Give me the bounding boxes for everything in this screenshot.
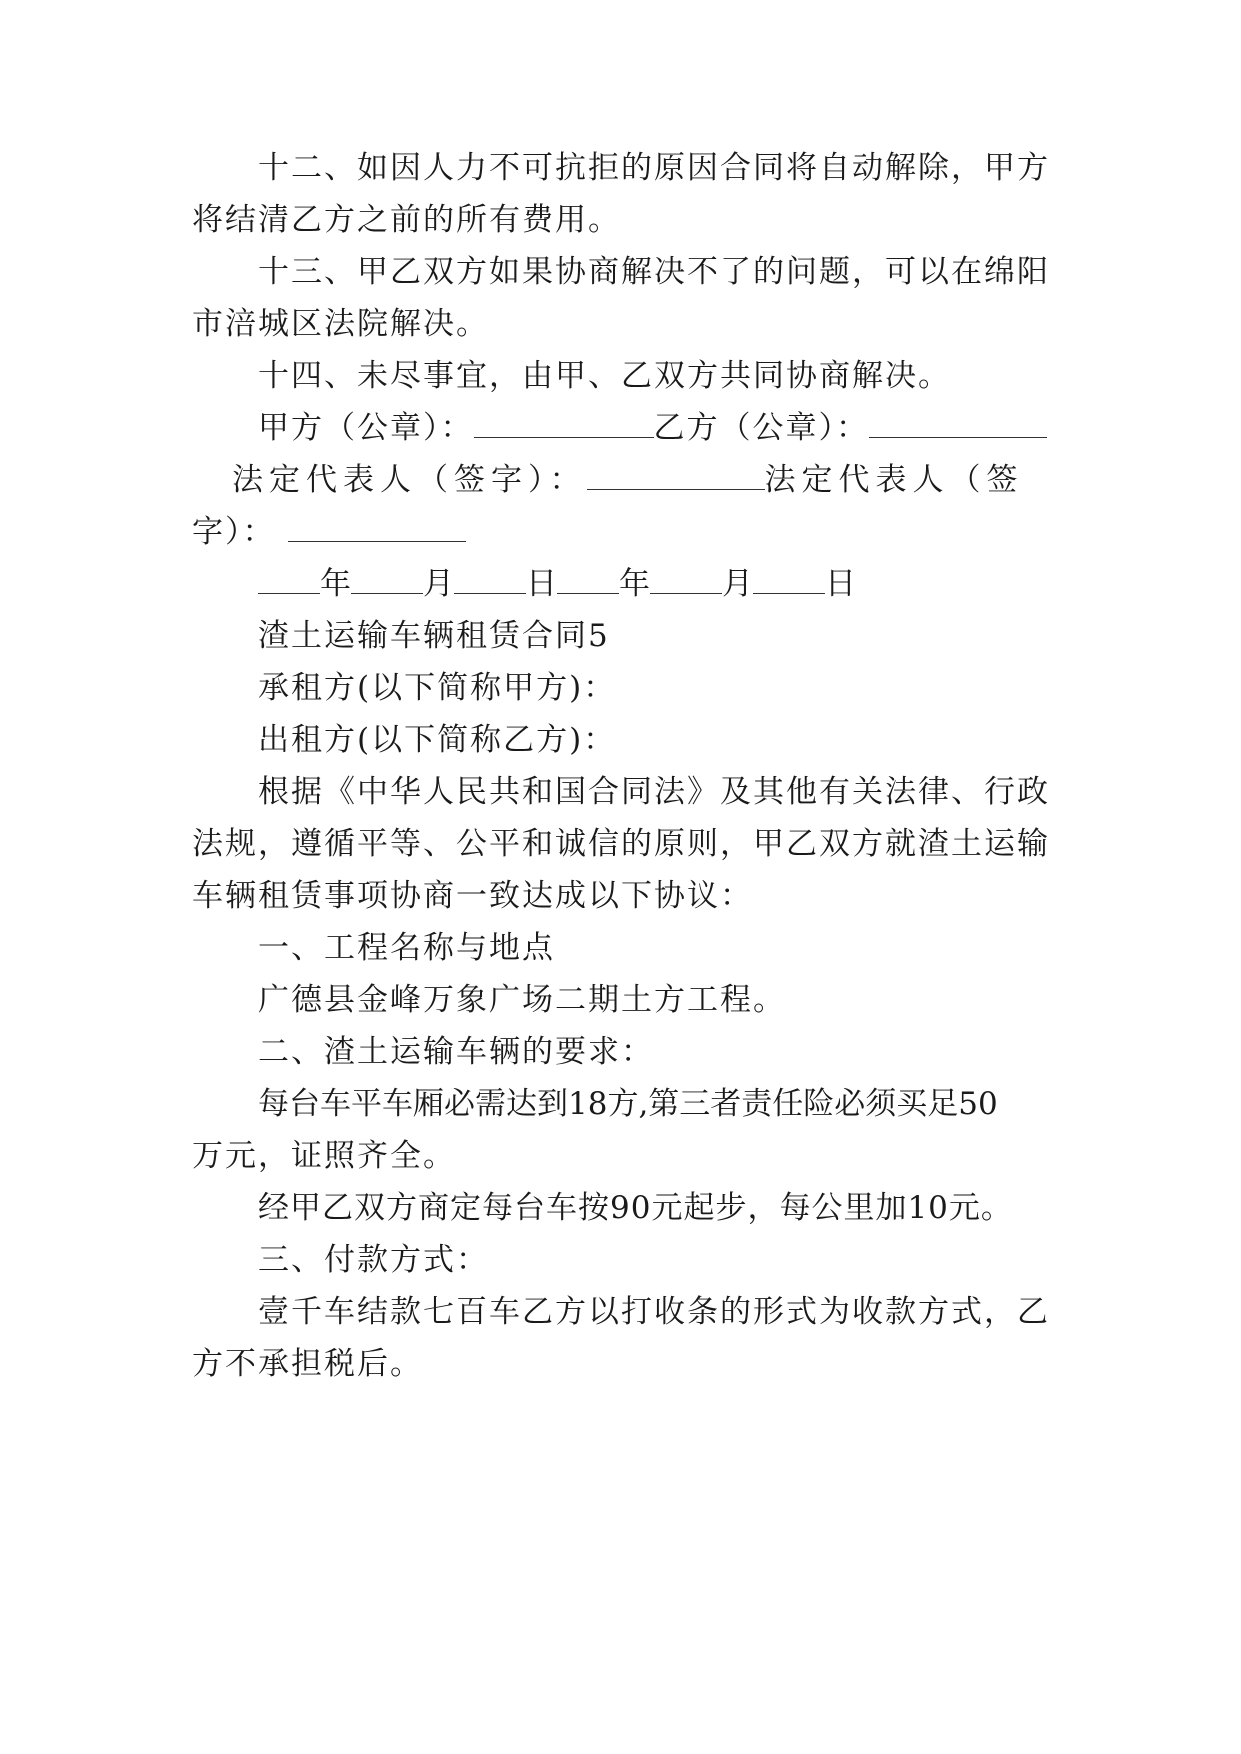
day-a-label: 日 [526, 566, 557, 602]
party-a-seal-label: 甲方（公章）： [258, 410, 474, 446]
party-b-seal-blank [869, 411, 1047, 438]
rep-b-label-part1: 法定代表人（签 [764, 462, 1024, 498]
rep-a-blank [587, 463, 765, 490]
rep-row-cont [0, 512, 1241, 552]
intro-line-3: 车辆租赁事项协商一致达成以下协议： [192, 878, 753, 914]
party-a-seal-blank [474, 411, 654, 438]
year-b-label: 年 [619, 566, 650, 602]
section-3-body-line-2: 方不承担税后。 [192, 1346, 423, 1382]
section-1-heading: 一、工程名称与地点 [258, 930, 555, 966]
intro-line-1: 根据《中华人民共和国合同法》及其他有关法律、行政 [258, 774, 1050, 810]
rep-row [0, 460, 1241, 500]
party-b-seal-label: 乙方（公章）： [653, 410, 869, 446]
section-3-heading: 三、付款方式： [258, 1242, 489, 1278]
day-b-blank [753, 567, 825, 594]
section-2-heading: 二、渣土运输车辆的要求： [258, 1034, 654, 1070]
month-b-label: 月 [722, 566, 753, 602]
clause-13-line-1: 十三、甲乙双方如果协商解决不了的问题，可以在绵阳 [258, 254, 1050, 290]
clause-13-line-2: 市涪城区法院解决。 [192, 306, 489, 342]
section-2-body-line-2: 万元，证照齐全。 [192, 1138, 456, 1174]
month-b-blank [650, 567, 722, 594]
contract-title: 渣土运输车辆租赁合同5 [258, 618, 610, 654]
month-a-label: 月 [423, 566, 454, 602]
year-b-blank [557, 567, 619, 594]
lessee-line: 承租方(以下简称甲方)： [258, 670, 617, 706]
day-b-label: 日 [825, 566, 856, 602]
rep-a-label: 法定代表人（签字）： [232, 462, 587, 498]
clause-12-line-2: 将结清乙方之前的所有费用。 [192, 202, 621, 238]
section-2-body-2: 经甲乙双方商定每台车按90元起步，每公里加10元。 [258, 1190, 1013, 1226]
section-3-body-line-1: 壹千车结款七百车乙方以打收条的形式为收款方式，乙 [258, 1294, 1050, 1330]
section-1-body: 广德县金峰万象广场二期土方工程。 [258, 982, 786, 1018]
clause-14: 十四、未尽事宜，由甲、乙双方共同协商解决。 [258, 358, 951, 394]
intro-line-2: 法规，遵循平等、公平和诚信的原则，甲乙双方就渣土运输 [192, 826, 1050, 862]
day-a-blank [454, 567, 526, 594]
date-row [0, 564, 1241, 604]
section-2-body-line-1: 每台车平车厢必需达到18方,第三者责任险必须买足50 [258, 1086, 998, 1122]
rep-b-blank [288, 515, 466, 542]
month-a-blank [351, 567, 423, 594]
lessor-line: 出租方(以下简称乙方)： [258, 722, 617, 758]
year-a-blank [258, 567, 320, 594]
year-a-label: 年 [320, 566, 351, 602]
clause-12-line-1: 十二、如因人力不可抗拒的原因合同将自动解除，甲方 [258, 150, 1050, 186]
seal-row [0, 408, 1241, 448]
rep-b-label-part2: 字）： [192, 514, 276, 550]
